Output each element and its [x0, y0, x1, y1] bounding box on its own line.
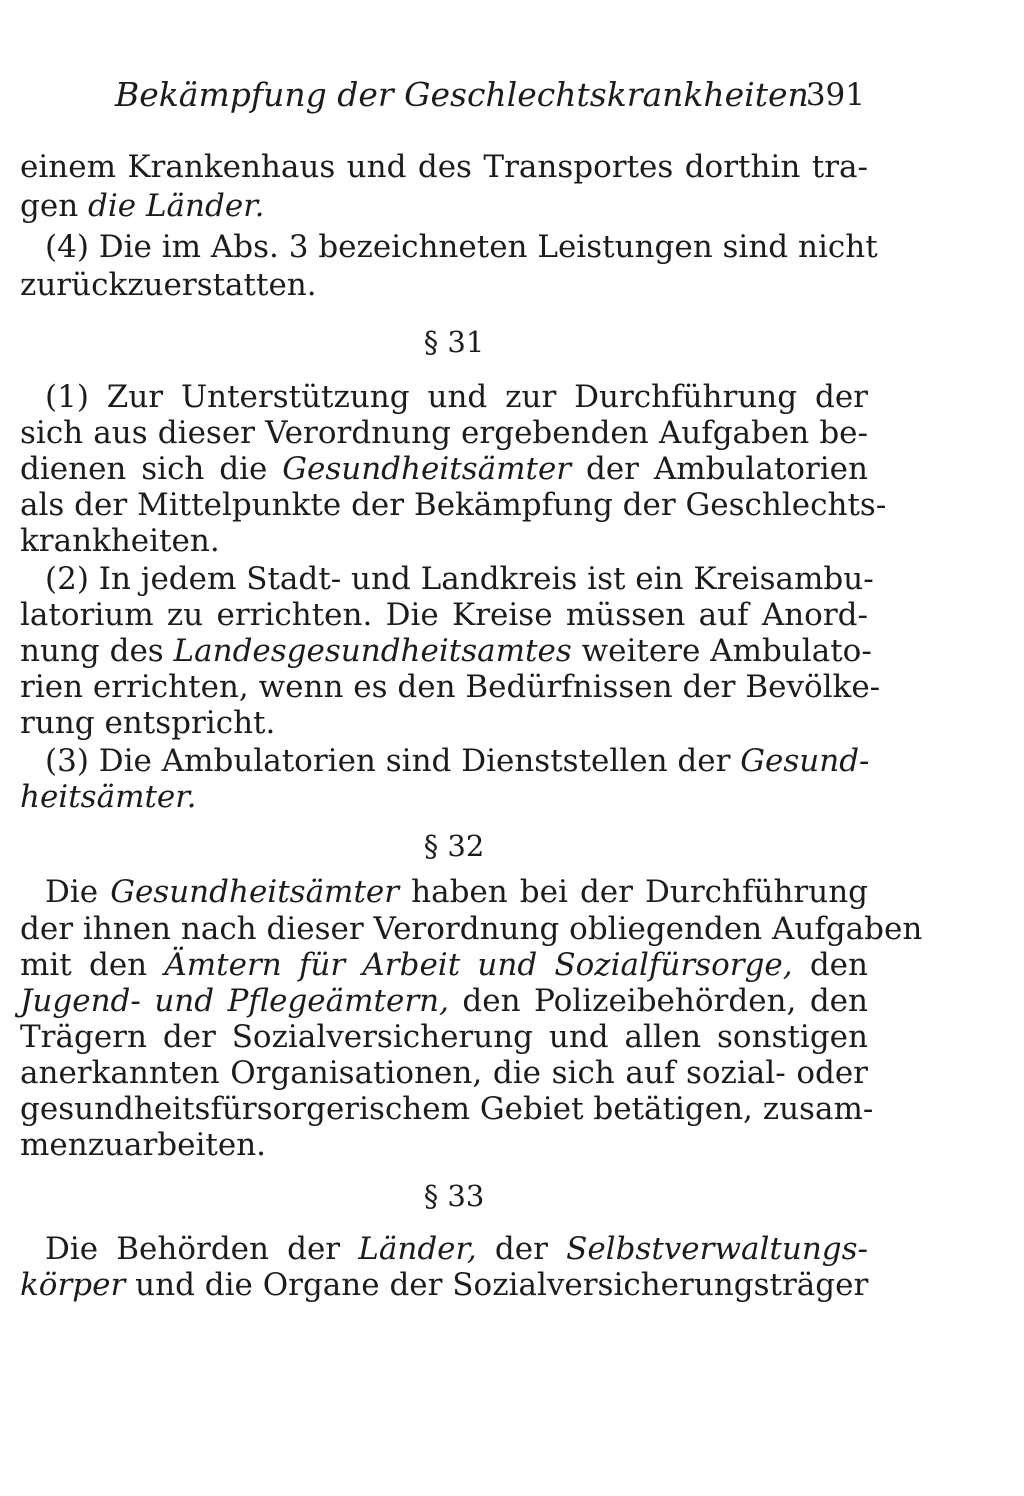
text-line: anerkannten Organisationen, die sich auf sozial- oder	[20, 1055, 868, 1091]
text-line: Trägern der Sozialversicherung und allen sonstigen	[20, 1019, 868, 1055]
text-line: krankheiten.	[20, 523, 220, 559]
running-head	[115, 70, 875, 120]
text-line: Jugend- und Pflegeämtern, den Polizeibehörden, den	[20, 983, 868, 1019]
emphasis-text: Länder,	[358, 1231, 477, 1267]
running-title: Bekämpfung der Geschlechtskrankheiten	[115, 75, 809, 114]
emphasis-text: Jugend- und Pflegeämtern,	[20, 983, 449, 1019]
emphasis-text: Ämtern für Arbeit und Sozialfürsorge,	[164, 947, 793, 983]
text-line: als der Mittelpunkte der Bekämpfung der Geschlechts-	[20, 487, 887, 523]
text-line: nung des Landesgesundheitsamtes weitere Ambulato-	[20, 633, 872, 669]
emphasis-text: körper	[20, 1267, 126, 1303]
text-line: einem Krankenhaus und des Transportes dorthin tra-	[20, 149, 868, 185]
text-line: (1) Zur Unterstützung und zur Durchführung der	[45, 379, 868, 415]
text-line: rien errichten, wenn es den Bedürfnissen der Bevölke-	[20, 669, 881, 705]
emphasis-text: die Länder.	[88, 188, 265, 224]
text-line: der ihnen nach dieser Verordnung obliegenden Aufgaben	[20, 911, 923, 947]
emphasis-text: heitsämter.	[20, 779, 197, 815]
text-line: dienen sich die Gesundheitsämter der Ambulatorien	[20, 451, 868, 487]
page-number: 391	[805, 77, 865, 113]
emphasis-text: Gesundheitsämter	[110, 874, 400, 910]
emphasis-text: Landesgesundheitsamtes	[173, 633, 572, 669]
text-line: Die Gesundheitsämter haben bei der Durchführung	[45, 874, 868, 910]
text-line: rung entspricht.	[20, 705, 276, 741]
emphasis-text: Gesund-	[740, 743, 870, 779]
emphasis-text: Selbstverwaltungs-	[566, 1231, 869, 1267]
emphasis-text: Gesundheitsämter	[282, 451, 572, 487]
section-heading-33: § 33	[423, 1179, 485, 1213]
text-line: menzuarbeiten.	[20, 1127, 267, 1163]
text-line: gesundheitsfürsorgerischem Gebiet betätigen, zusam-	[20, 1091, 874, 1127]
text-line: Die Behörden der Länder, der Selbstverwaltungs-	[45, 1231, 869, 1267]
text-line: sich aus dieser Verordnung ergebenden Aufgaben be-	[20, 415, 868, 451]
text-line: latorium zu errichten. Die Kreise müssen auf Anord-	[20, 597, 868, 633]
text-line	[20, 778, 868, 816]
text-line: (4) Die im Abs. 3 bezeichneten Leistungen sind nicht	[45, 229, 878, 265]
text-line: mit den Ämtern für Arbeit und Sozialfürsorge, den	[20, 947, 868, 983]
text-line: (2) In jedem Stadt- und Landkreis ist ein Kreisambu-	[45, 561, 874, 597]
section-heading-31: § 31	[423, 325, 485, 359]
text-line: (3) Die Ambulatorien sind Dienststellen der Gesund-	[45, 743, 870, 779]
text-line: zurückzuerstatten.	[20, 267, 317, 303]
section-heading-32: § 32	[423, 829, 485, 863]
text-line: körper und die Organe der Sozialversicherungsträger	[20, 1267, 869, 1303]
text-line: gen die Länder.	[20, 188, 265, 224]
